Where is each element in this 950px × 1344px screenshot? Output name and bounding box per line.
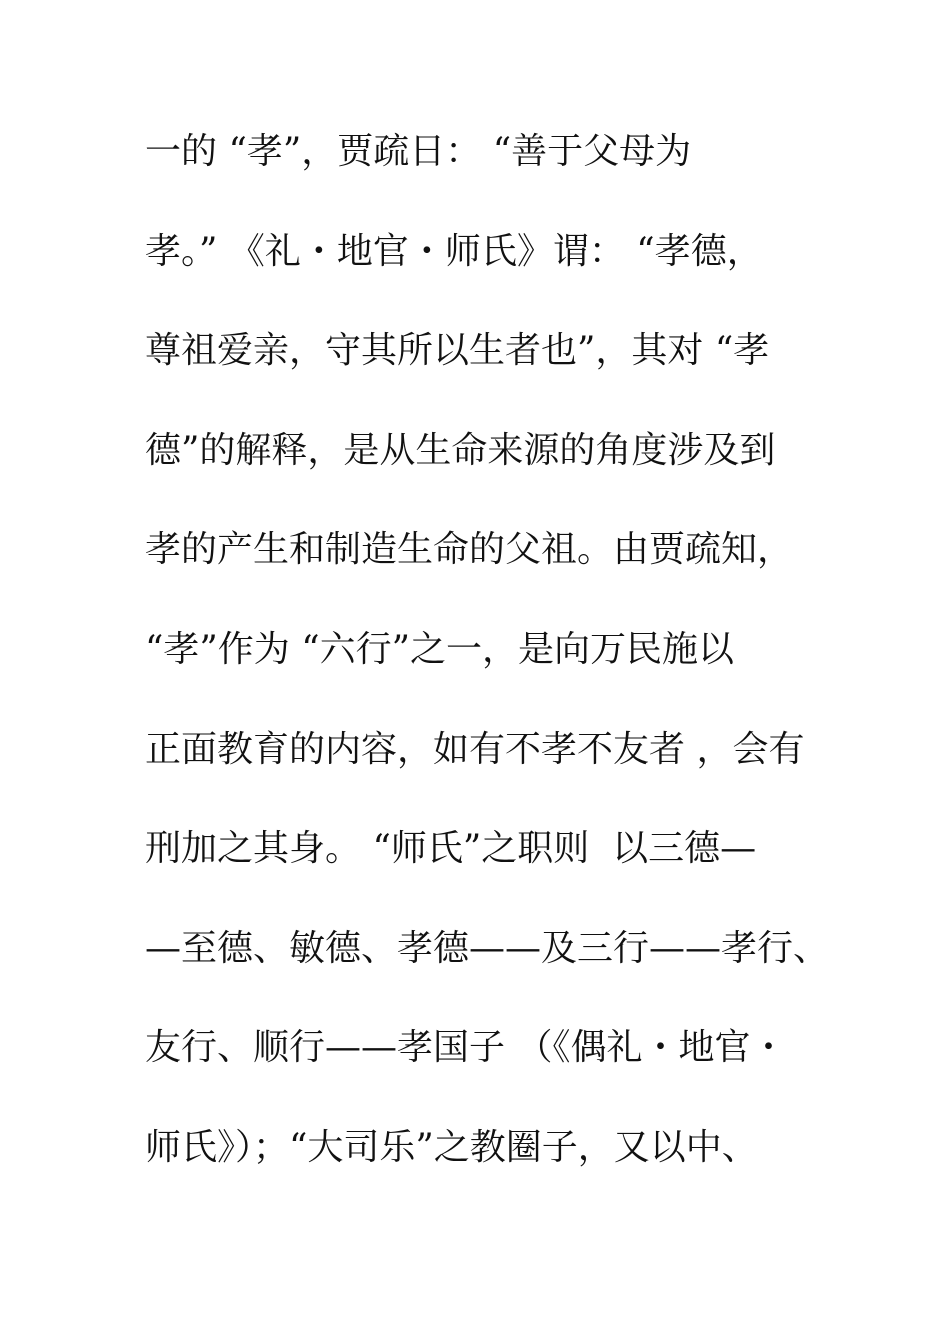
text-line-6: “孝”作为 “六行”之一，是向万民施以 <box>145 628 735 670</box>
text-line-10: 友行、顺行——孝国子 （《偶礼・地官・ <box>145 1027 787 1069</box>
text-line-3: 尊祖爱亲，守其所以生者也”，其对 “孝 <box>145 330 770 372</box>
text-line-4: 德”的解释，是从生命来源的角度涉及到 <box>145 429 776 471</box>
text-line-8: 刑加之其身。 “师氏”之职则 以三德— <box>145 828 757 870</box>
body-text <box>145 122 830 1218</box>
text-line-1: 一的 “孝”，贾疏日： “善于父母为 <box>145 131 692 172</box>
text-line-11: 师氏》）；“大司乐”之教圈子，又以中、 <box>145 1126 758 1168</box>
text-line-5: 孝的产生和制造生命的父祖。由贾疏知， <box>145 529 794 571</box>
text-line-9: —至德、敏德、孝德——及三行——孝行、 <box>145 927 830 969</box>
text-line-2: 孝。” 《礼・地官・师氏》谓： “孝德， <box>145 230 763 272</box>
text-line-7: 正面教育的内容，如有不孝不友者 ，会有 <box>145 728 805 770</box>
